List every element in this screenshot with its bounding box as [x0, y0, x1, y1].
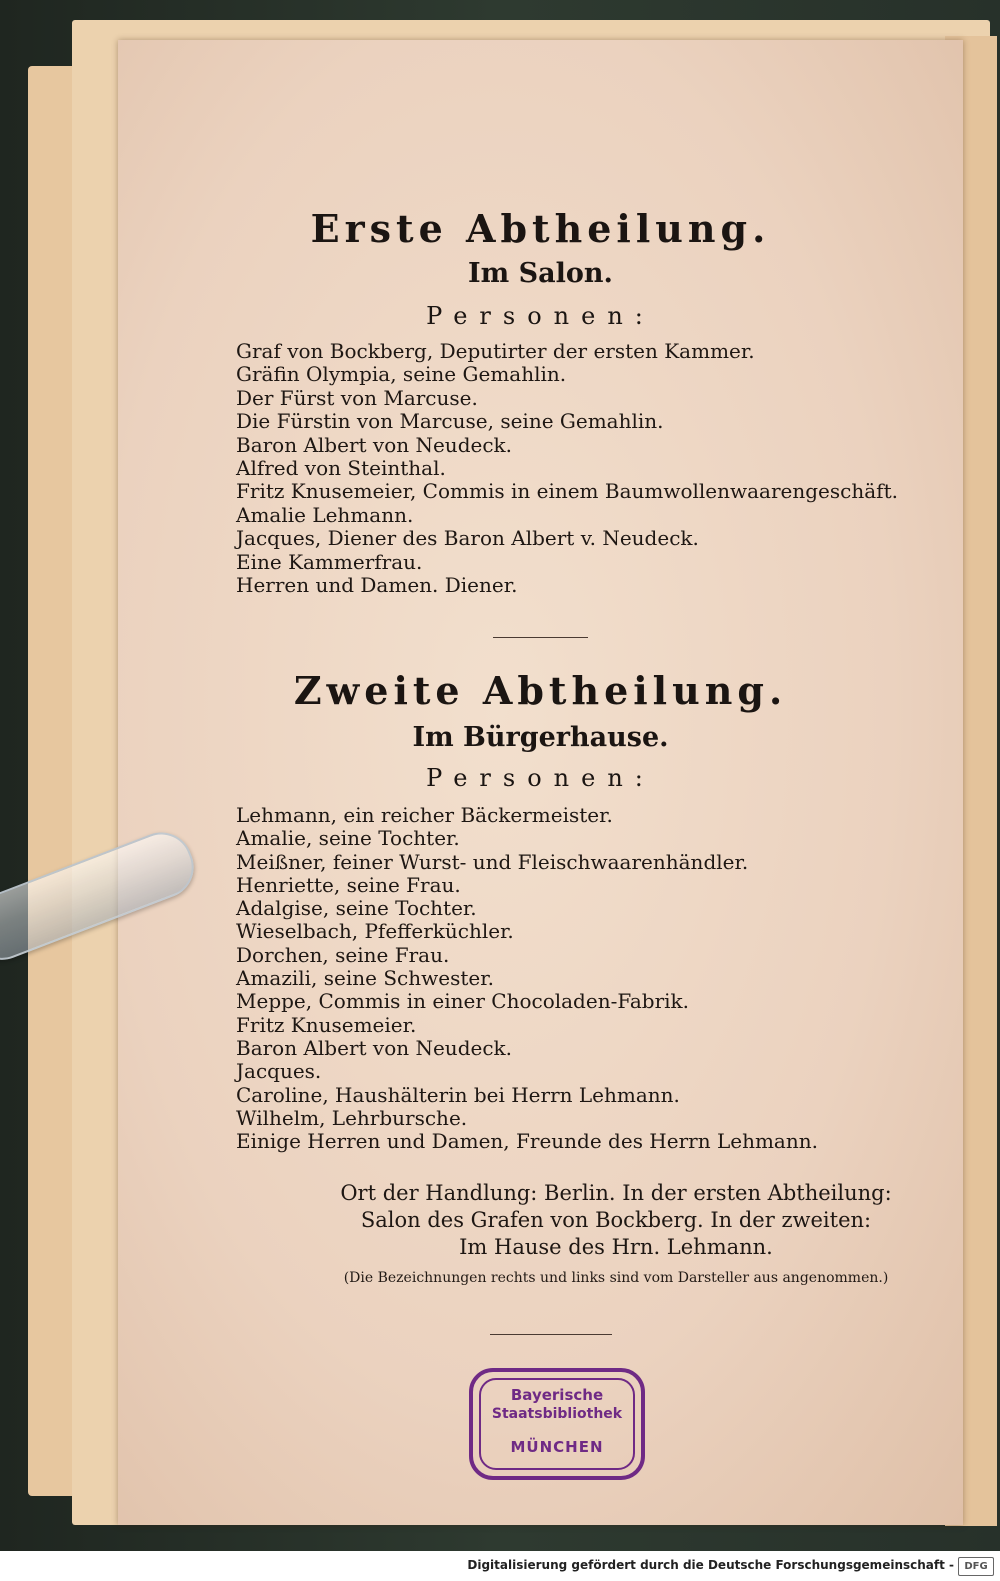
cast-entry: Die Fürstin von Marcuse, seine Gemahlin. — [236, 409, 664, 434]
first-part-cast-list — [236, 340, 898, 597]
second-part-location: Im Bürgerhause. — [412, 722, 669, 753]
cast-entry: Caroline, Haushälterin bei Herrn Lehmann. — [236, 1082, 680, 1107]
cast-entry: Henriette, seine Frau. — [236, 872, 461, 897]
setting-line: Salon des Grafen von Bockberg. In der zweiten: — [360, 1208, 872, 1232]
first-part-title: Erste Abtheilung. — [310, 206, 771, 251]
section-divider — [493, 637, 588, 638]
second-part-personen-label: Personen: — [426, 764, 655, 792]
cast-entry: Jacques, Diener des Baron Albert v. Neudeck. — [236, 526, 699, 551]
stamp-line-3: MÜNCHEN — [510, 1438, 604, 1456]
first-part-location: Im Salon. — [468, 258, 613, 289]
cast-entry: Lehmann, ein reicher Bäckermeister. — [236, 803, 613, 827]
cast-entry: Amalie, seine Tochter. — [236, 826, 460, 851]
cast-entry: Meißner, feiner Wurst- und Fleischwaarenhändler. — [236, 849, 749, 874]
cast-entry: Herren und Damen. Diener. — [236, 572, 518, 597]
cast-entry: Fritz Knusemeier. — [236, 1012, 417, 1037]
closing-divider — [490, 1334, 612, 1335]
setting-block — [236, 1180, 996, 1261]
stage-direction-note: (Die Bezeichnungen rechts und links sind vom Darsteller aus angenommen.) — [343, 1270, 889, 1286]
cast-entry: Dorchen, seine Frau. — [236, 942, 450, 967]
cast-entry: Einige Herren und Damen, Freunde des Herrn Lehmann. — [236, 1129, 818, 1154]
cast-entry: Wilhelm, Lehrbursche. — [236, 1105, 468, 1130]
document-page — [118, 40, 963, 1525]
stamp-line-1: Bayerische — [510, 1386, 604, 1404]
cast-entry: Eine Kammerfrau. — [236, 549, 423, 574]
cast-entry: Adalgise, seine Tochter. — [236, 896, 477, 921]
cast-entry: Baron Albert von Neudeck. — [236, 1035, 513, 1060]
library-stamp — [469, 1368, 645, 1480]
first-part-personen-label: Personen: — [426, 302, 655, 330]
cast-entry: Wieselbach, Pfefferküchler. — [236, 919, 514, 944]
second-part-title: Zweite Abtheilung. — [293, 668, 788, 713]
footer-credit: Digitalisierung gefördert durch die Deutsche Forschungsgemeinschaft - — [467, 1558, 954, 1572]
footer-bar — [0, 1551, 1000, 1581]
setting-line: Im Hause des Hrn. Lehmann. — [459, 1235, 773, 1259]
second-part-cast-list — [236, 804, 818, 1153]
cast-entry: Baron Albert von Neudeck. — [236, 432, 513, 457]
cast-entry: Amalie Lehmann. — [236, 502, 414, 527]
cast-entry: Gräfin Olympia, seine Gemahlin. — [236, 362, 567, 387]
cast-entry: Meppe, Commis in einer Chocoladen-Fabrik. — [236, 989, 690, 1014]
cast-entry: Amazili, seine Schwester. — [236, 966, 494, 991]
stamp-line-2: Staatsbibliothek — [491, 1406, 623, 1422]
cast-entry: Jacques. — [236, 1059, 322, 1084]
cast-entry: Der Fürst von Marcuse. — [236, 385, 478, 410]
cast-entry: Alfred von Steinthal. — [236, 455, 446, 480]
cast-entry: Graf von Bockberg, Deputirter der ersten Kammer. — [236, 339, 755, 363]
dfg-logo-icon: DFG — [958, 1557, 994, 1576]
cast-entry: Fritz Knusemeier, Commis in einem Baumwollenwaarengeschäft. — [236, 479, 898, 504]
setting-line: Ort der Handlung: Berlin. In der ersten Abtheilung: — [340, 1181, 892, 1205]
